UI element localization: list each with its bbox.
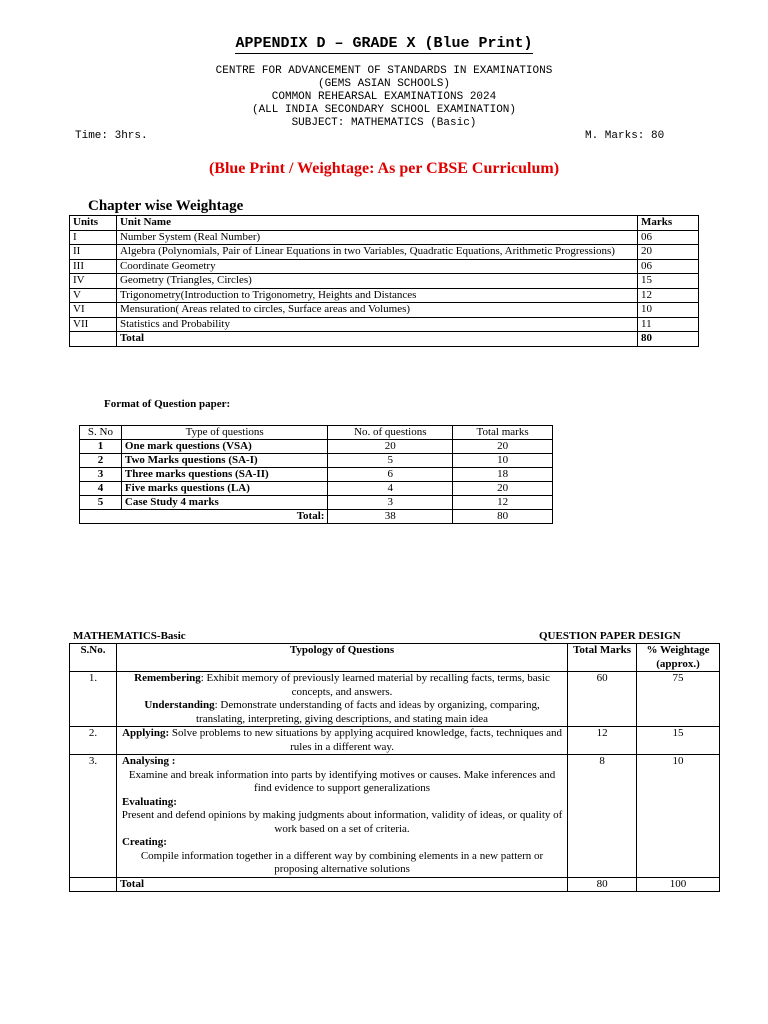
column-header: Unit Name <box>116 216 637 231</box>
blueprint-note: (Blue Print / Weightage: As per CBSE Curriculum) <box>208 160 560 177</box>
total-label: Total: <box>80 510 328 524</box>
unit-name-cell: Mensuration( Areas related to circles, Surface areas and Volumes) <box>116 303 637 318</box>
table-row <box>70 727 720 755</box>
column-header: Total marks <box>453 426 553 440</box>
sno-cell: 1. <box>70 672 117 727</box>
unit-cell: V <box>70 288 117 303</box>
marks-cell: 60 <box>568 672 637 727</box>
header-line-1: CENTRE FOR ADVANCEMENT OF STANDARDS IN EXAMINATIONS <box>215 65 553 77</box>
column-header: Marks <box>638 216 699 231</box>
table-row <box>80 468 553 482</box>
category-label: Evaluating: <box>121 795 177 808</box>
type-cell: Two Marks questions (SA-I) <box>121 454 328 468</box>
weight-cell: 10 <box>637 755 720 878</box>
count-cell: 20 <box>328 440 453 454</box>
total-label: Total <box>116 877 567 892</box>
column-header: % Weightage (approx.) <box>637 644 720 672</box>
unit-name-cell: Coordinate Geometry <box>116 259 637 274</box>
total-marks: 80 <box>568 877 637 892</box>
marks-cell: 06 <box>638 259 699 274</box>
table-row <box>70 274 699 289</box>
column-header: Total Marks <box>568 644 637 672</box>
weight-cell: 15 <box>637 727 720 755</box>
chapter-weightage-title: Chapter wise Weightage <box>88 198 244 214</box>
unit-cell: I <box>70 230 117 245</box>
count-cell: 3 <box>328 496 453 510</box>
header-line-5: SUBJECT: MATHEMATICS (Basic) <box>291 117 477 129</box>
column-header: Units <box>70 216 117 231</box>
category-label: Applying: <box>122 727 170 739</box>
design-left-title: MATHEMATICS-Basic <box>73 630 186 642</box>
table-row <box>80 482 553 496</box>
unit-cell: III <box>70 259 117 274</box>
table-row <box>70 672 720 727</box>
chapter-weightage-table <box>69 215 699 347</box>
category-label: Creating: <box>121 836 167 848</box>
marks-cell: 06 <box>638 230 699 245</box>
total-row <box>80 510 553 524</box>
unit-cell: VII <box>70 317 117 332</box>
page-title: APPENDIX D – GRADE X (Blue Print) <box>235 35 533 52</box>
unit-name-cell: Statistics and Probability <box>116 317 637 332</box>
table-row <box>70 755 720 878</box>
sno-cell: 5 <box>80 496 122 510</box>
category-text: Present and defend opinions by making judgments about information, validity of ideas, or quality of work based on a set of criteria. <box>121 809 563 835</box>
category-text: Solve problems to new situations by applying acquired knowledge, facts, techniques and rules in a different way. <box>169 727 562 753</box>
column-header: Typology of Questions <box>116 644 567 672</box>
marks-cell: 11 <box>638 317 699 332</box>
empty-cell <box>70 877 117 892</box>
type-cell: Five marks questions (LA) <box>121 482 328 496</box>
marks-cell: 15 <box>638 274 699 289</box>
category-label: Remembering <box>134 672 201 684</box>
category-text: : Demonstrate understanding of facts and ideas by organizing, comparing, translating, interpreting, giving descriptions, and stating main idea <box>196 699 540 725</box>
header-line-3: COMMON REHEARSAL EXAMINATIONS 2024 <box>271 91 497 103</box>
table-header-row <box>70 644 720 672</box>
sno-cell: 2 <box>80 454 122 468</box>
total-questions: 38 <box>328 510 453 524</box>
unit-name-cell: Trigonometry(Introduction to Trigonometry, Heights and Distances <box>116 288 637 303</box>
marks-cell: 20 <box>638 245 699 260</box>
type-cell: Three marks questions (SA-II) <box>121 468 328 482</box>
typology-cell <box>116 727 567 755</box>
table-row <box>70 288 699 303</box>
weight-cell: 75 <box>637 672 720 727</box>
empty-cell <box>70 332 117 347</box>
unit-cell: II <box>70 245 117 260</box>
category-text: Examine and break information into parts by identifying motives or causes. Make inferences and find evidence to support generalizations <box>128 768 556 794</box>
question-paper-design-table <box>69 643 720 892</box>
count-cell: 4 <box>328 482 453 496</box>
type-cell: One mark questions (VSA) <box>121 440 328 454</box>
marks-cell: 8 <box>568 755 637 878</box>
count-cell: 6 <box>328 468 453 482</box>
category-text: Compile information together in a different way by combining elements in a new pattern or proposing alternative solutions <box>140 849 544 875</box>
category-label: Analysing : <box>121 755 176 767</box>
unit-cell: IV <box>70 274 117 289</box>
time-label: Time: 3hrs. <box>75 130 148 142</box>
table-header-row <box>70 216 699 231</box>
table-row <box>70 317 699 332</box>
total-row <box>70 877 720 892</box>
table-row <box>70 259 699 274</box>
column-header: Type of questions <box>121 426 328 440</box>
max-marks-label: M. Marks: 80 <box>585 130 665 142</box>
marks-cell: 20 <box>453 440 553 454</box>
header-line-2: (GEMS ASIAN SCHOOLS) <box>317 78 451 90</box>
typology-cell <box>116 672 567 727</box>
column-header: S.No. <box>70 644 117 672</box>
sno-cell: 4 <box>80 482 122 496</box>
marks-cell: 12 <box>453 496 553 510</box>
column-header: S. No <box>80 426 122 440</box>
table-row <box>80 496 553 510</box>
marks-cell: 18 <box>453 468 553 482</box>
format-title: Format of Question paper: <box>104 398 231 410</box>
table-row <box>70 303 699 318</box>
column-header: No. of questions <box>328 426 453 440</box>
table-row <box>70 230 699 245</box>
marks-cell: 20 <box>453 482 553 496</box>
table-header-row <box>80 426 553 440</box>
unit-name-cell: Geometry (Triangles, Circles) <box>116 274 637 289</box>
total-row <box>70 332 699 347</box>
table-row <box>80 440 553 454</box>
marks-cell: 12 <box>638 288 699 303</box>
sno-cell: 3 <box>80 468 122 482</box>
unit-cell: VI <box>70 303 117 318</box>
total-marks: 80 <box>453 510 553 524</box>
unit-name-cell: Algebra (Polynomials, Pair of Linear Equations in two Variables, Quadratic Equations, Arithmetic Progressions) <box>116 245 637 260</box>
header-line-4: (ALL INDIA SECONDARY SCHOOL EXAMINATION) <box>251 104 517 116</box>
category-text: : Exhibit memory of previously learned material by recalling facts, terms, basic concepts, and answers. <box>200 672 550 698</box>
total-weight: 100 <box>637 877 720 892</box>
format-table <box>79 425 553 524</box>
sno-cell: 3. <box>70 755 117 878</box>
category-label: Understanding <box>144 699 215 711</box>
marks-cell: 10 <box>638 303 699 318</box>
unit-name-cell: Number System (Real Number) <box>116 230 637 245</box>
sno-cell: 1 <box>80 440 122 454</box>
total-value: 80 <box>638 332 699 347</box>
count-cell: 5 <box>328 454 453 468</box>
marks-cell: 12 <box>568 727 637 755</box>
table-row <box>80 454 553 468</box>
table-row <box>70 245 699 260</box>
marks-cell: 10 <box>453 454 553 468</box>
type-cell: Case Study 4 marks <box>121 496 328 510</box>
sno-cell: 2. <box>70 727 117 755</box>
design-right-title: QUESTION PAPER DESIGN <box>539 630 681 642</box>
typology-cell <box>116 755 567 878</box>
total-label: Total <box>116 332 637 347</box>
